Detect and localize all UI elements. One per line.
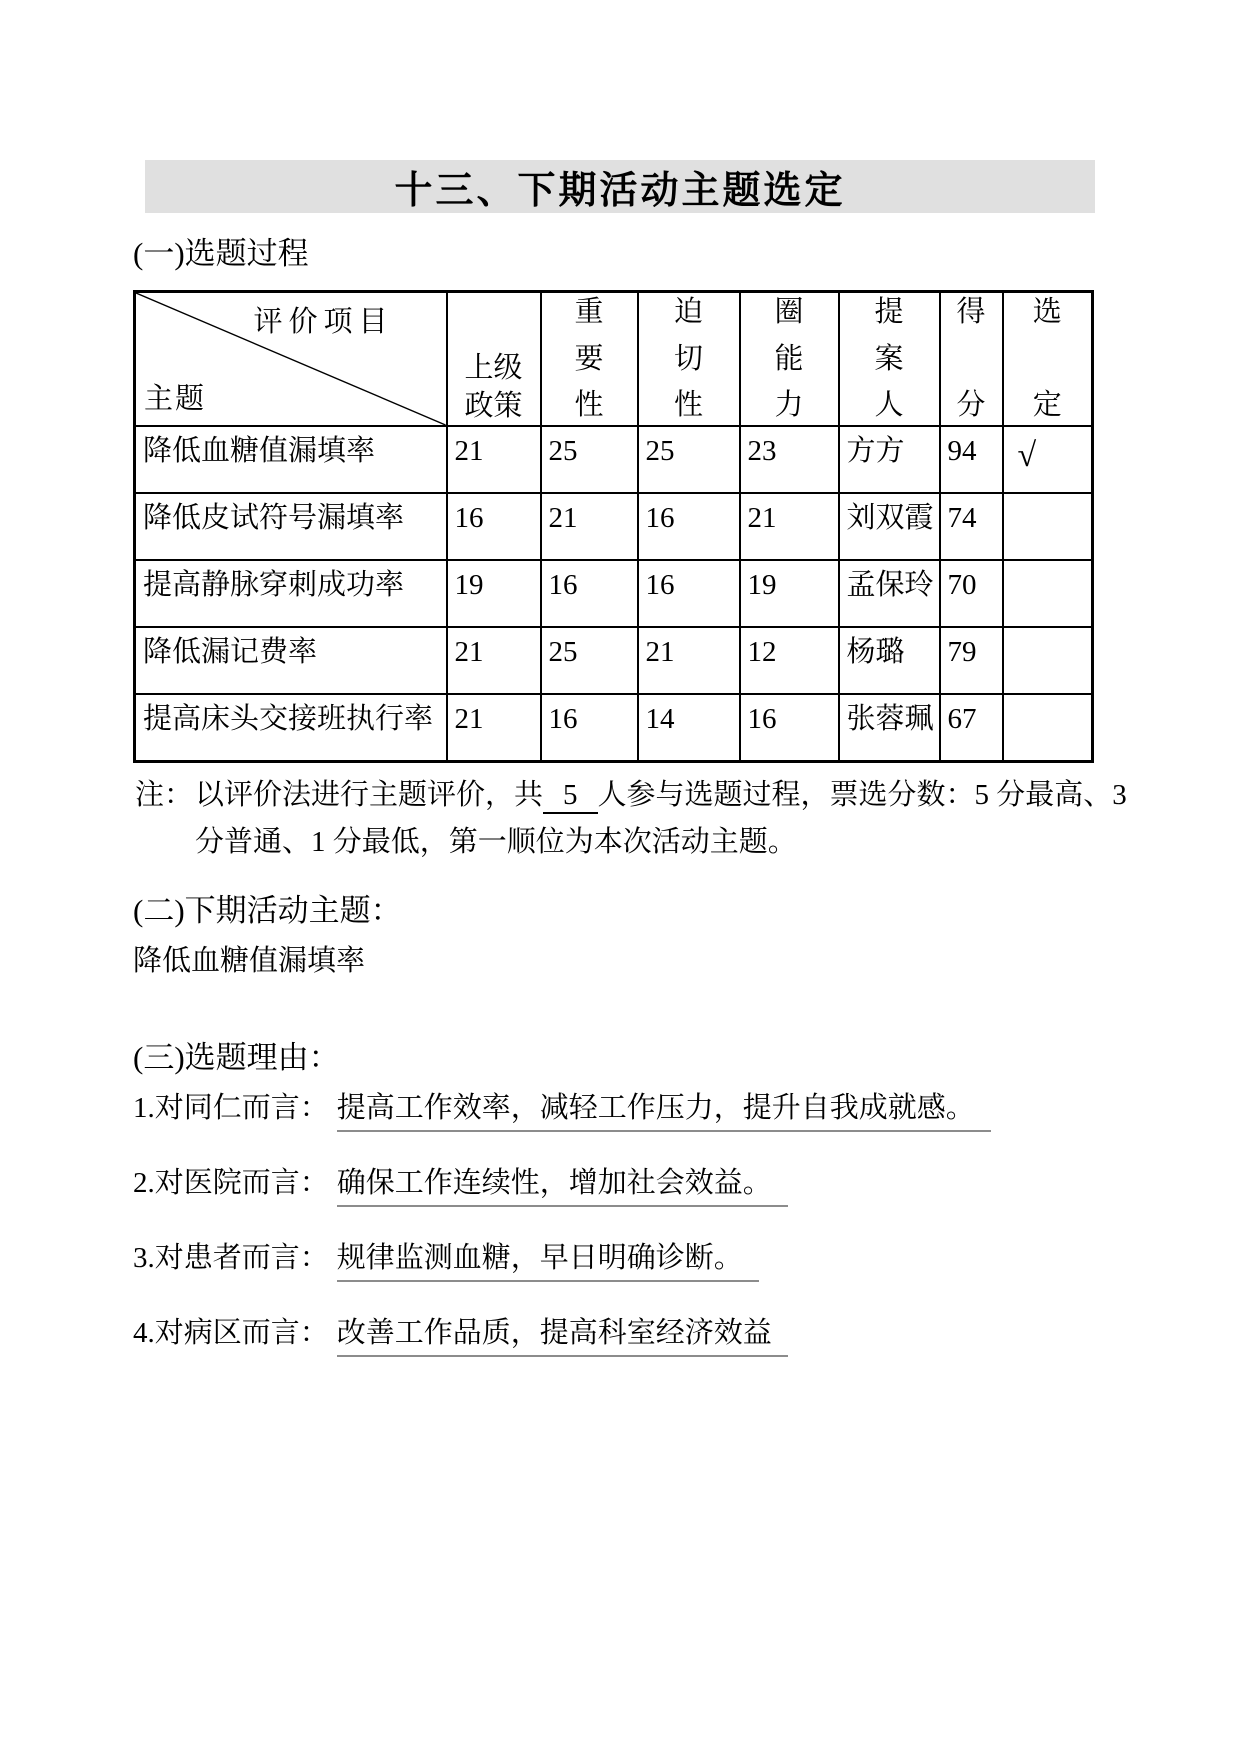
section2-heading: (二)下期活动主题： [133,893,402,928]
next-theme-text: 降低血糖值漏填率 [133,945,366,977]
proposer-cell: 刘双霞 [839,493,940,560]
total-score-cell: 94 [940,426,1003,493]
proposer-cell: 孟保玲 [839,560,940,627]
policy-score-cell: 19 [447,560,541,627]
capability-score-cell: 23 [740,426,839,493]
total-score-cell: 67 [940,694,1003,761]
total-score-cell: 70 [940,560,1003,627]
reason-label: 4.对病区而言： [133,1317,329,1349]
reason-label: 2.对医院而言： [133,1167,329,1199]
reason-item [133,1085,991,1126]
col-header-urgency: 迫 切 性 [638,292,740,427]
topic-cell: 降低血糖值漏填率 [135,426,447,493]
corner-cell [135,292,447,427]
urgency-score-cell: 25 [638,426,740,493]
importance-score-cell: 25 [541,426,638,493]
urgency-score-cell: 16 [638,493,740,560]
reason-text: 规律监测血糖，早日明确诊断。 [337,1242,759,1282]
topic-cell: 提高床头交接班执行率 [135,694,447,761]
urgency-score-cell: 16 [638,560,740,627]
col-header-capability: 圈 能 力 [740,292,839,427]
importance-score-cell: 25 [541,627,638,694]
capability-score-cell: 19 [740,560,839,627]
table-row [135,560,1093,627]
capability-score-cell: 16 [740,694,839,761]
table-row [135,493,1093,560]
reason-text: 确保工作连续性，增加社会效益。 [337,1167,788,1207]
topic-cell: 降低漏记费率 [135,627,447,694]
section3-heading: (三)选题理由： [133,1040,340,1075]
col-header-selected: 选 定 [1003,292,1093,427]
urgency-score-cell: 14 [638,694,740,761]
reason-text: 改善工作品质，提高科室经济效益 [337,1317,788,1357]
table-row [135,627,1093,694]
proposer-cell: 张蓉珮 [839,694,940,761]
reason-item [133,1160,788,1201]
topic-cell: 提高静脉穿刺成功率 [135,560,447,627]
page-title: 十三、下期活动主题选定 [394,170,846,212]
proposer-cell: 杨璐 [839,627,940,694]
topic-cell: 降低皮试符号漏填率 [135,493,447,560]
participant-count-blank: 5 [543,780,598,814]
urgency-score-cell: 21 [638,627,740,694]
reason-item [133,1235,759,1276]
col-header-policy: 上级 政策 [447,292,541,427]
section1-heading: (一)选题过程 [133,236,309,271]
footnote-line2: 分普通、1 分最低，第一顺位为本次活动主题。 [195,826,797,858]
capability-score-cell: 21 [740,493,839,560]
checkmark-icon: √ [1017,437,1037,474]
reason-item [133,1310,788,1351]
importance-score-cell: 16 [541,560,638,627]
selected-cell [1003,493,1093,560]
proposer-cell: 方方 [839,426,940,493]
corner-label-topic: 主题 [144,383,207,415]
table-row [135,694,1093,761]
table-footnote [135,772,1135,866]
reason-label: 1.对同仁而言： [133,1092,329,1124]
total-score-cell: 74 [940,493,1003,560]
selected-cell [1003,627,1093,694]
policy-score-cell: 21 [447,627,541,694]
table-row [135,426,1093,493]
policy-score-cell: 16 [447,493,541,560]
importance-score-cell: 16 [541,694,638,761]
policy-score-cell: 21 [447,694,541,761]
importance-score-cell: 21 [541,493,638,560]
selected-cell [1003,560,1093,627]
total-score-cell: 79 [940,627,1003,694]
reason-text: 提高工作效率，减轻工作压力，提升自我成就感。 [337,1092,991,1132]
title-bar [145,160,1095,213]
table-header-row [135,292,1093,427]
col-header-importance: 重 要 性 [541,292,638,427]
topic-evaluation-table [133,290,1094,763]
footnote-prefix: 注： [135,779,194,811]
policy-score-cell: 21 [447,426,541,493]
col-header-score: 得 分 [940,292,1003,427]
col-header-proposer: 提 案 人 [839,292,940,427]
capability-score-cell: 12 [740,627,839,694]
corner-label-criteria: 评价项目 [253,306,394,338]
selected-cell [1003,426,1093,493]
footnote-line1: 以评价法进行主题评价，共 5 人参与选题过程，票选分数：5 分最高、3 [195,772,1127,819]
footnote-body [195,772,1127,866]
selected-cell [1003,694,1093,761]
reason-label: 3.对患者而言： [133,1242,329,1274]
